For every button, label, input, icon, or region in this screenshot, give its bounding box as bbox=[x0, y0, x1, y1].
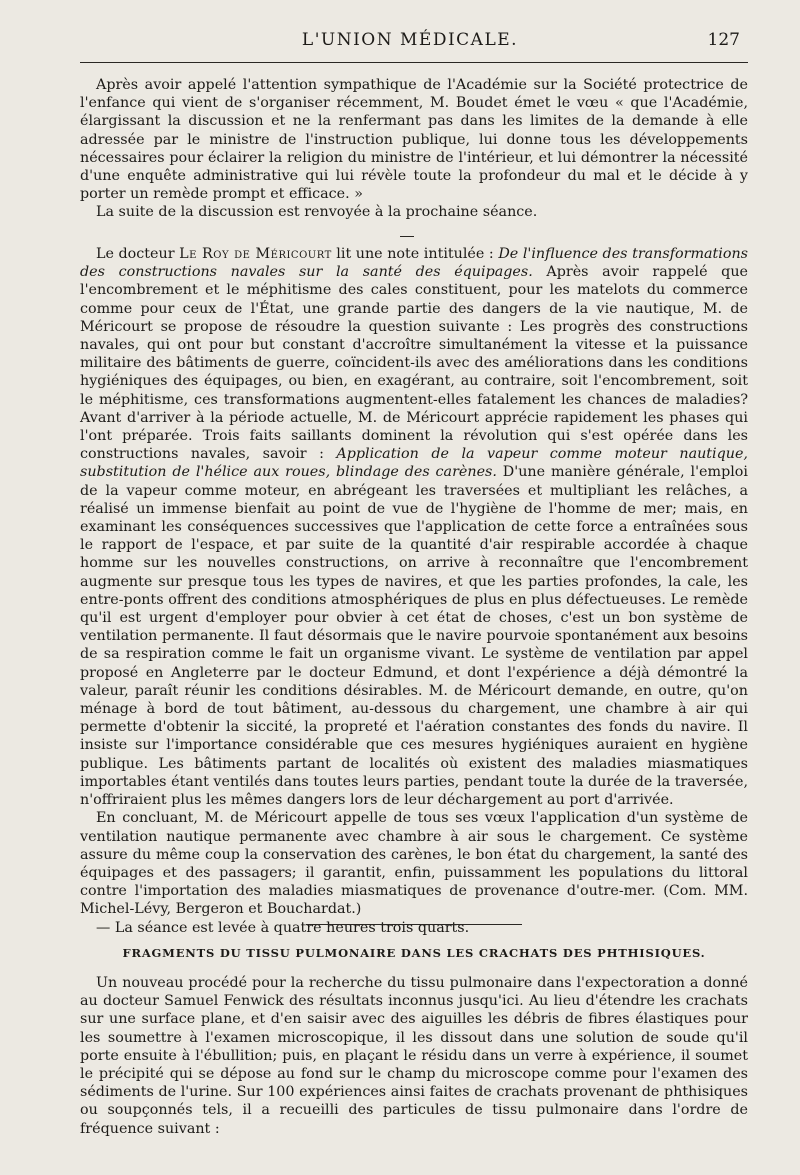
paragraph-close: — La séance est levée à quatre heures trois quarts. bbox=[96, 919, 470, 936]
running-header bbox=[80, 30, 740, 54]
paragraph-note bbox=[80, 245, 748, 809]
section-rule bbox=[306, 924, 522, 925]
separator-dash bbox=[400, 236, 414, 237]
note-after-author: lit une note intitulée : bbox=[331, 246, 499, 262]
paragraph-conclusion: En concluant, M. de Méricourt appelle de tous ses vœux l'application d'un système de ventilation nautique permanente avec chambre à air sous le chargement. Ce système assure du même coup la conservation des carènes, le bon état du chargement, la santé des équipages et des passagers; il garantit, enfin, puissamment les populations du littoral contre l'importation des maladies miasmatiques de provenance d'outre-mer. (Com. MM. Michel-Lévy, Bergeron et Bouchardat.) bbox=[80, 810, 748, 918]
note-intro: Le docteur bbox=[96, 246, 175, 262]
note-body-2: D'une manière générale, l'emploi de la vapeur comme moteur, en abrégeant les traversées et multipliant les relâches, a réalisé un immense bienfait au point de vue de l'hygiène de l'homme de mer; mais, en examinant les conséquences successives que l'application de cette force a entraînées sous le rapport de l'espace, et par suite de la quantité d'air respirable accordée à chaque homme sur les nouvelles constructions, on arrive à reconnaître que l'encombrement augmente sur presque tous les types de navires, et que les parties profondes, la cale, les entre-ponts offrent des conditions atmosphériques de plus en plus défectueuses. Le remède qu'il est urgent d'employer pour obvier à cet état de choses, c'est un bon système de ventilation permanente. Il faut désormais que le navire pourvoie spontanément aux besoins de sa respiration comme le fait un organisme vivant. Le système de ventilation par appel proposé en Angleterre par le docteur Edmund, et dont l'expérience a déjà démontré la valeur, paraît réunir les conditions désirables. M. de Méricourt demande, en outre, qu'on ménage à bord de tout bâtiment, au-dessous du chargement, une chambre à air qui permette d'obtenir la siccité, la propreté et l'aération constantes des fonds du navire. Il insiste sur l'importance considérable que ces mesures hygiéniques auraient en hygiène publique. Les bâtiments partant de localités où existent des maladies miasmatiques importables étant ventilés dans toutes leurs parties, pendant toute la durée de la traversée, n'offriraient plus les mêmes dangers lors de leur déchargement au port d'arrivée. bbox=[80, 464, 748, 809]
note-facts: Application de la vapeur comme moteur nautique, substitution de l'hélice aux roues, blindage des carènes. bbox=[80, 446, 748, 481]
section-title: FRAGMENTS DU TISSU PULMONAIRE DANS LES CRACHATS DES PHTHISIQUES. bbox=[122, 946, 706, 960]
discussion-block bbox=[80, 76, 748, 222]
paragraph-boudet: Après avoir appelé l'attention sympathique de l'Académie sur la Société protectrice de l'enfance qui vient de s'organiser récemment, M. Boudet émet le vœu « que l'Académie, élargissant la discussion et ne la renfermant pas dans les limites de la demande à elle adressée par le ministre de l'instruction publique, lui donne tous les développements nécessaires pour éclairer la religion du ministre de l'intérieur, et lui démontrer la nécessité d'une enquête administrative qui lui révèle toute la profondeur du mal et le décide à y porter un remède prompt et efficace. » bbox=[80, 77, 748, 203]
page-number: 127 bbox=[707, 30, 740, 50]
paragraph-fenwick: Un nouveau procédé pour la recherche du tissu pulmonaire dans l'expectoration a donné au docteur Samuel Fenwick des résultats inconnus jusqu'ici. Au lieu d'étendre les crachats sur une surface plane, et d'en saisir avec des aiguilles les débris de fibres élastiques pour les soumettre à l'examen microscopique, il les dissout dans une solution de soude qu'il porte ensuite à l'ébullition; puis, en plaçant le résidu dans un verre à expérience, il soumet le précipité qui se dépose au fond sur le champ du microscope comme pour l'examen des sédiments de l'urine. Sur 100 expériences ainsi faites de crachats provenant de phthisiques ou soupçonnés tels, il a recueilli des particules de tissu pulmonaire dans l'ordre de fréquence suivant : bbox=[80, 975, 748, 1137]
section-block bbox=[80, 974, 748, 1138]
note-title: De l'influence des transformations des constructions navales sur la santé des équipages. bbox=[80, 246, 749, 281]
note-block bbox=[80, 245, 748, 937]
note-author: Le Roy de Méricourt bbox=[179, 246, 332, 262]
note-body-1: Après avoir rappelé que l'encombrement et le méphitisme des cales constituent, pour les matelots du commerce comme pour ceux de l'État, une grande partie des dangers de la vie nautique, M. de Méricourt se propose de résoudre la question suivante : Les progrès des constructions navales, qui ont pour but constant d'accroître simultanément la vitesse et la puissance militaire des bâtiments de guerre, coïncident-ils avec des améliorations dans les conditions hygiéniques des équipages, ou bien, en exagérant, au contraire, soit l'encombrement, soit le méphitisme, ces transformations augmentent-elles fatalement les chances de maladies? Avant d'arriver à la période actuelle, M. de Méricourt apprécie rapidement les phases qui l'ont préparée. Trois faits saillants dominent la révolution qui s'est opérée dans les constructions navales, savoir : bbox=[80, 264, 748, 463]
journal-title: L'UNION MÉDICALE. bbox=[301, 30, 519, 50]
paragraph-adjourn: La suite de la discussion est renvoyée à la prochaine séance. bbox=[96, 204, 538, 221]
header-rule bbox=[80, 62, 748, 63]
